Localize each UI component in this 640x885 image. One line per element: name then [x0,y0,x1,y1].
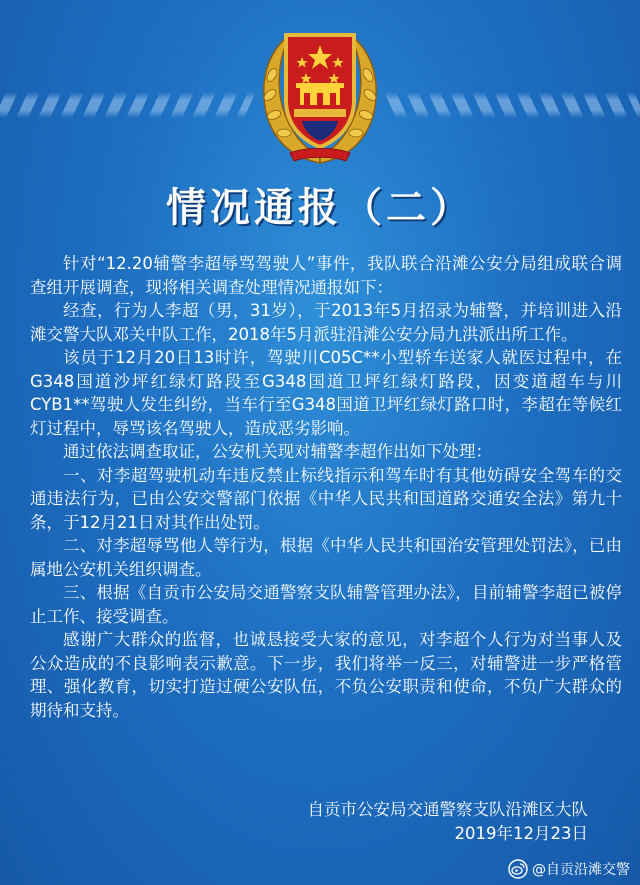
weibo-watermark [508,859,630,879]
paragraph-item-1: 一、对李超驾驶机动车违反禁止标线指示和驾车时有其他妨碍安全驾车的交通违法行为，已由公安交警部门依据《中华人民共和国道路交通安全法》第九十条，于12月21日对其作出处罚。 [30,465,622,532]
paragraph-item-2: 二、对李超辱骂他人等行为，根据《中华人民共和国治安管理处罚法》，已由属地公安机关组织调查。 [30,536,622,579]
paragraph-apology: 感谢广大群众的监督，也诚恳接受大家的意见，对李超个人行为对当事人及公众造成的不良影响表示歉意。下一步，我们将举一反三，对辅警进一步严格管理、强化教育，切实打造过硬公安队伍，不负公安职责和使命，不负广大群众的期待和支持。 [30,630,622,720]
header-emblem-area [0,0,640,175]
watermark-text: @自贡沿滩交警 [532,862,630,878]
signature-block [308,798,589,846]
decorative-wing-right [384,92,640,118]
paragraph-item-3: 三、根据《自贡市公安局交通警察支队辅警管理办法》，目前辅警李超已被停止工作、接受调查。 [30,583,622,626]
police-emblem-icon [250,5,390,170]
signature-date: 2019年12月23日 [454,824,588,843]
paragraph-intro: 针对“12.20辅警李超辱骂驾驶人”事件，我队联合沿滩公安分局组成联合调查组开展调查，现将相关调查处理情况通报如下： [30,254,622,297]
paragraph-facts: 经查，行为人李超（男，31岁），于2013年5月招录为辅警，并培训进入沿滩交警大队邓关中队工作，2018年5月派驻沿滩公安分局九洪派出所工作。 [30,301,622,344]
signature-org: 自贡市公安局交通警察支队沿滩区大队 [307,800,588,819]
weibo-icon [508,859,528,879]
notice-body [30,252,622,722]
paragraph-handling-intro: 通过依法调查取证，公安机关现对辅警李超作出如下处理： [63,442,492,461]
paragraph-incident: 该员于12月20日13时许，驾驶川C05C**小型轿车送家人就医过程中，在G348国道沙坪红绿灯路段至G348国道卫坪红绿灯路段，因变道超车与川CYB1**驾驶人发生纠纷，当车行至G348国道卫坪红绿灯路口时，李超在等候红灯过程中，辱骂该名驾驶人，造成恶劣影响。 [30,348,622,438]
decorative-wing-left [0,92,256,118]
page-title: 情况通报（二） [166,185,474,231]
